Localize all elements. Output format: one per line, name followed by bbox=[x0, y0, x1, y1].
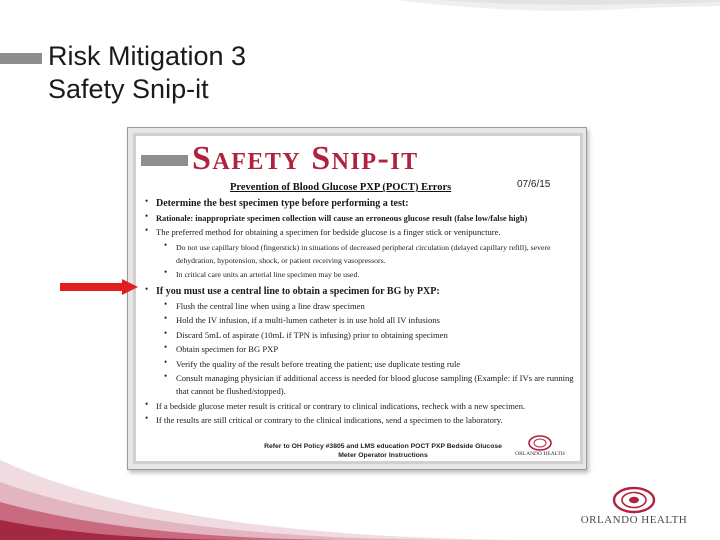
bullet-icon: • bbox=[164, 356, 168, 367]
bullet-icon: • bbox=[145, 210, 149, 221]
snip-header: Safety Snip-it bbox=[192, 140, 419, 177]
snip-list-item bbox=[142, 299, 576, 312]
safety-snip-it-image bbox=[127, 127, 587, 470]
bullet-icon: • bbox=[145, 225, 149, 235]
title-accent-bar bbox=[0, 53, 42, 64]
snip-date: 07/6/15 bbox=[517, 179, 551, 190]
snip-list-item bbox=[142, 342, 576, 355]
snip-list-item bbox=[142, 267, 576, 280]
snip-list-item-text: Determine the best specimen type before performing a test: bbox=[156, 198, 409, 209]
bullet-icon: • bbox=[145, 413, 149, 423]
orlando-health-logo bbox=[570, 486, 698, 526]
snip-list-item bbox=[142, 284, 576, 297]
snip-document bbox=[133, 133, 583, 464]
snip-bullet-list bbox=[142, 196, 576, 428]
bullet-icon: • bbox=[145, 284, 149, 294]
snip-list-item bbox=[142, 357, 576, 370]
snip-accent-bar bbox=[141, 155, 188, 166]
bullet-icon: • bbox=[145, 196, 149, 206]
snip-list-item-text: In critical care units an arterial line specimen may be used. bbox=[176, 270, 360, 279]
snip-list-item bbox=[142, 225, 576, 238]
snip-list-item bbox=[142, 413, 576, 426]
bullet-icon: • bbox=[164, 371, 168, 381]
orlando-health-logo-small bbox=[508, 434, 572, 458]
snip-footer-line1: Refer to OH Policy #3805 and LMS education POCT PXP Bedside Glucose bbox=[264, 443, 502, 450]
bullet-icon: • bbox=[164, 342, 168, 352]
snip-list-item-text: If you must use a central line to obtain a specimen for BG by PXP: bbox=[156, 286, 440, 297]
red-arrow-icon bbox=[60, 279, 138, 295]
snip-subtitle: Prevention of Blood Glucose PXP (POCT) Errors bbox=[230, 182, 452, 193]
bullet-icon: • bbox=[145, 398, 149, 409]
svg-text:ORLANDO HEALTH: ORLANDO HEALTH bbox=[515, 451, 565, 457]
bullet-icon: • bbox=[164, 327, 168, 338]
snip-list-item bbox=[142, 240, 576, 266]
bullet-icon: • bbox=[164, 267, 168, 277]
snip-list-item-text: Hold the IV infusion, if a multi-lumen catheter is in use hold all IV infusions bbox=[176, 315, 440, 325]
snip-list-item-text: If the results are still critical or contrary to the clinical indications, send a specimen to the laboratory. bbox=[156, 415, 503, 425]
slide-title bbox=[48, 40, 246, 106]
snip-list-item-text: Flush the central line when using a line draw specimen bbox=[176, 300, 365, 311]
svg-text:ORLANDO HEALTH: ORLANDO HEALTH bbox=[580, 514, 688, 526]
snip-list-item-text: Verify the quality of the result before treating the patient; use duplicate testing rule bbox=[176, 358, 461, 369]
snip-footer-line2: Meter Operator Instructions bbox=[338, 452, 428, 459]
snip-list-item-text: Consult managing physician if additional access is needed for blood glucose sampling (Example: if IVs are running that cannot be flushed/stopped). bbox=[176, 373, 574, 396]
snip-list-item bbox=[142, 211, 576, 224]
snip-list-item bbox=[142, 313, 576, 326]
snip-list-item-text: Do not use capillary blood (fingerstick) in situations of decreased peripheral circulation (delayed capillary refill), severe dehydration, hypotension, shock, or patient receiving vasopressors. bbox=[176, 242, 551, 265]
snip-list-item-text: Discard 5mL of aspirate (10mL if TPN is infusing) prior to obtaining specimen bbox=[176, 329, 448, 340]
snip-list-item-text: If a bedside glucose meter result is critical or contrary to clinical indications, recheck with a new specimen. bbox=[156, 400, 526, 411]
top-swoosh-decoration bbox=[0, 0, 720, 40]
snip-list-item bbox=[142, 328, 576, 341]
snip-list-item bbox=[142, 371, 576, 397]
snip-list-item-text: Obtain specimen for BG PXP bbox=[176, 344, 279, 354]
bullet-icon: • bbox=[164, 313, 168, 323]
bullet-icon: • bbox=[164, 298, 168, 309]
bullet-icon: • bbox=[164, 239, 168, 250]
slide-title-line2: Safety Snip-it bbox=[48, 74, 209, 104]
snip-list-item bbox=[142, 196, 576, 209]
snip-footer bbox=[258, 442, 508, 460]
snip-list-item-text: Rationale: inappropriate specimen collection will cause an erroneous glucose result (false low/false high) bbox=[156, 213, 528, 223]
slide-title-line1: Risk Mitigation 3 bbox=[48, 41, 247, 71]
snip-list-item bbox=[142, 399, 576, 412]
snip-list-item-text: The preferred method for obtaining a specimen for bedside glucose is a finger stick or venipuncture. bbox=[156, 227, 501, 237]
